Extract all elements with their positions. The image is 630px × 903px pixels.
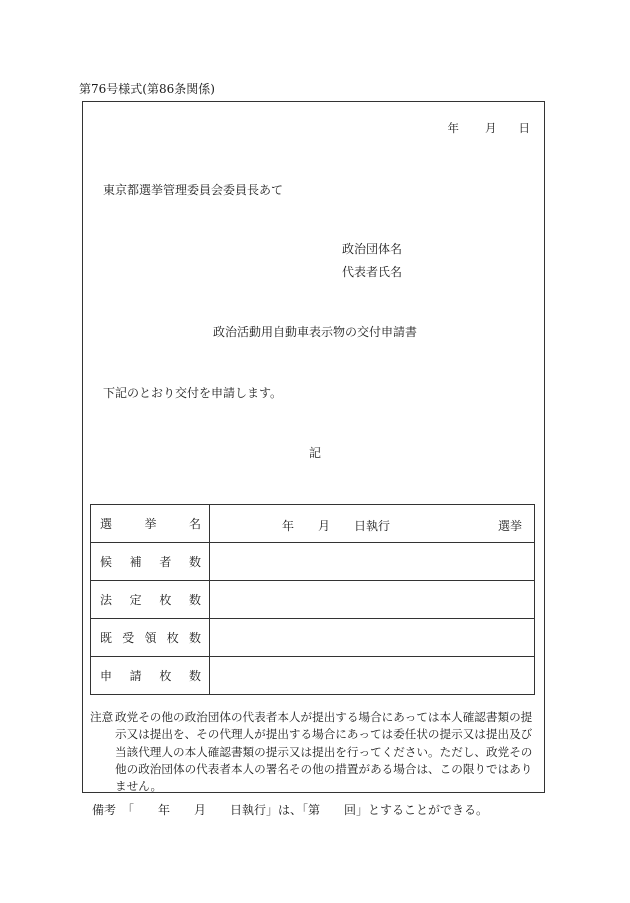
remark-line: 備考 「 年 月 日執行」は、「第 回」とすることができる。	[92, 803, 489, 817]
date-day: 日	[518, 121, 530, 135]
label-candidates: 候 補 者 数	[91, 543, 210, 581]
table-row-legal-count	[91, 581, 535, 619]
election-name-value[interactable]	[210, 505, 535, 543]
table-row-request-count	[91, 657, 535, 695]
legal-count-value[interactable]	[210, 581, 535, 619]
note-block	[90, 709, 536, 795]
note-head: 注意	[90, 710, 114, 724]
application-table	[90, 504, 535, 695]
label-legal-count: 法 定 枚 数	[91, 581, 210, 619]
date-month: 月	[485, 121, 497, 135]
label-received-count: 既 受 領 枚 数	[91, 619, 210, 657]
received-count-value[interactable]	[210, 619, 535, 657]
date-year: 年	[447, 121, 459, 135]
ki-heading: 記	[308, 446, 321, 460]
document-title: 政治活動用自動車表示物の交付申請書	[212, 325, 417, 339]
org-name-label: 政治団体名	[342, 242, 403, 256]
addressee: 東京都選挙管理委員会委員長あて	[103, 183, 284, 197]
election-suffix: 選挙	[497, 519, 522, 533]
label-election-name: 選 挙 名	[91, 505, 210, 543]
note-body: 政党その他の政治団体の代表者本人が提出する場合にあっては本人確認書類の提示又は提出を、その代理人が提出する場合にあっては委任状の提示又は提出及び当該代理人の本人確認書類の提示又は提出を行ってください。ただし、政党その他の政治団体の代表者本人の署名その他の措置がある場合は、この限りではありません。	[115, 710, 533, 794]
request-text: 下記のとおり交付を申請します。	[103, 386, 283, 400]
date-line	[448, 120, 531, 136]
election-date-text: 年 月 日執行	[282, 519, 391, 533]
table-row-candidates	[91, 543, 535, 581]
table-row-election-name	[91, 505, 535, 543]
form-number-label: 第76号様式(第86条関係)	[79, 82, 215, 96]
table-row-received-count	[91, 619, 535, 657]
label-request-count: 申 請 枚 数	[91, 657, 210, 695]
rep-name-label: 代表者氏名	[342, 265, 403, 279]
request-count-value[interactable]	[210, 657, 535, 695]
candidates-value[interactable]	[210, 543, 535, 581]
